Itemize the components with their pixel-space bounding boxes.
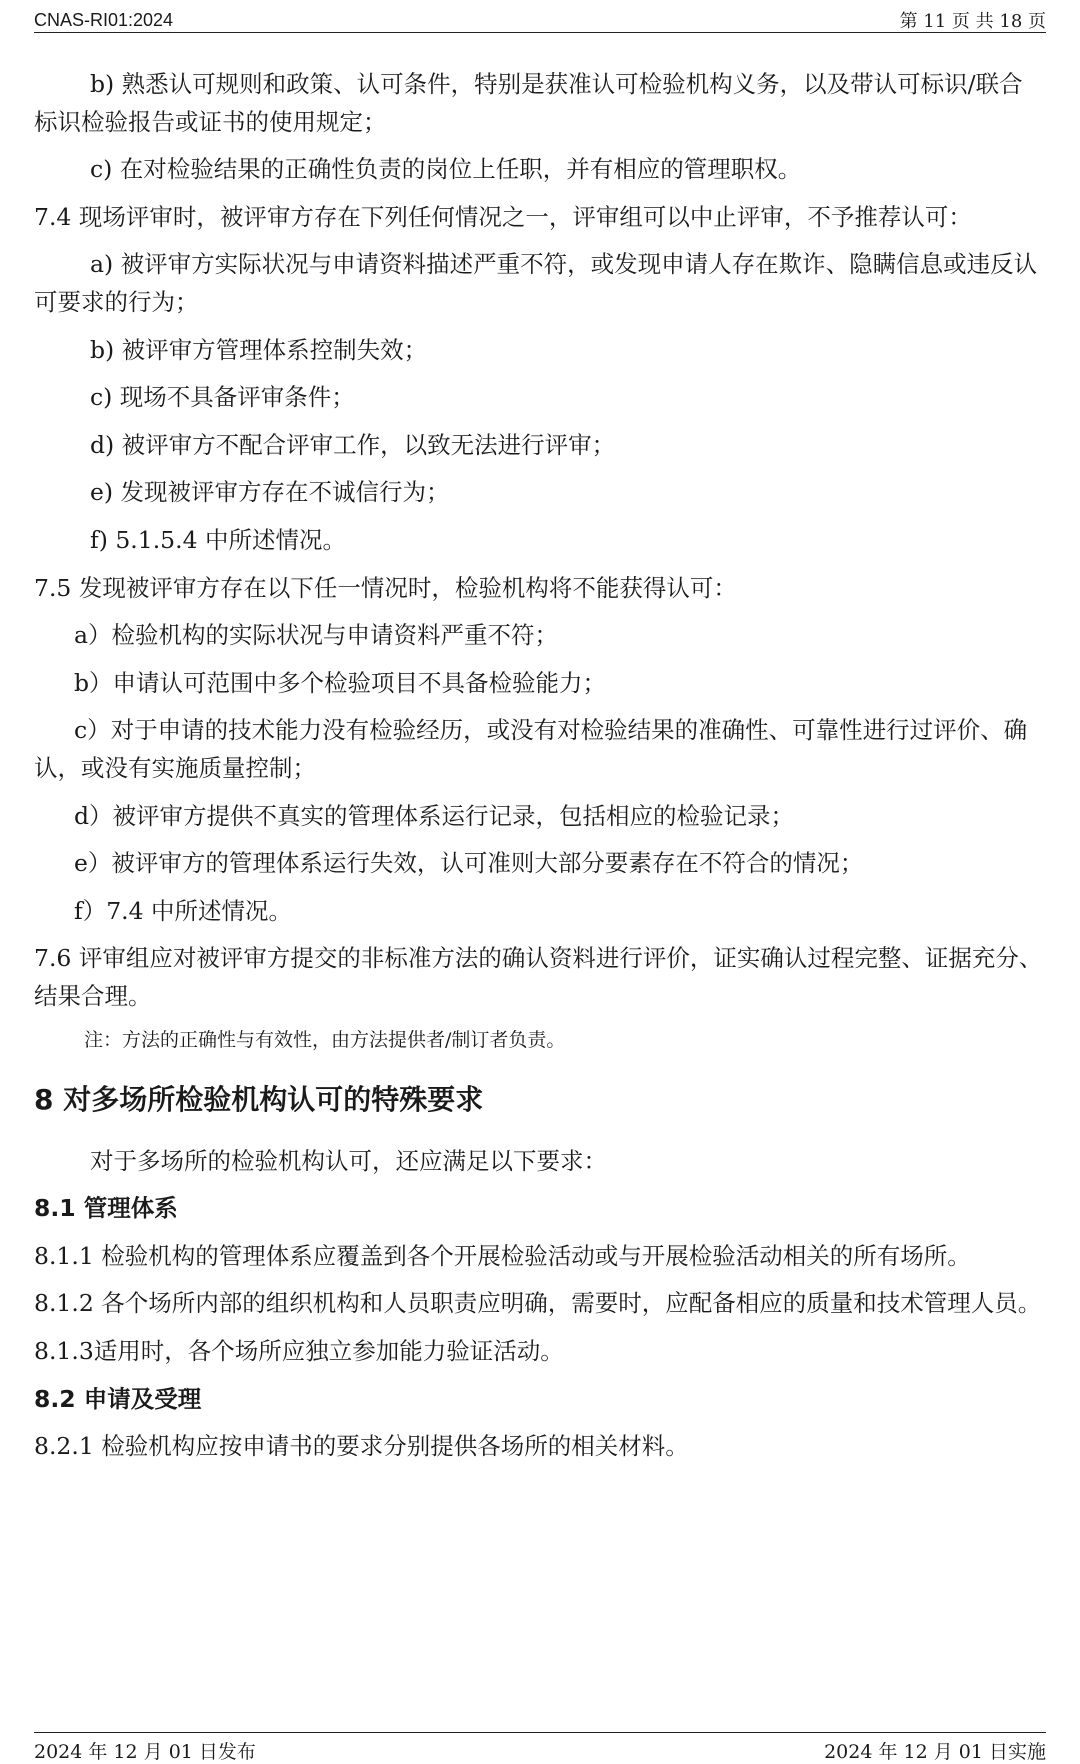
issue-date: 2024 年 12 月 01 日发布 [34, 1741, 256, 1763]
effective-date: 2024 年 12 月 01 日实施 [824, 1741, 1046, 1763]
paragraph: f) 5.1.5.4 中所述情况。 [90, 525, 347, 554]
subsection-heading: 8.1 管理体系 [34, 1194, 178, 1223]
page-number: 第 11 页 共 18 页 [899, 11, 1046, 32]
paragraph: c）对于申请的技术能力没有检验经历，或没有对检验结果的准确性、可靠性进行过评价、确认，或没有实施质量控制； [34, 716, 1028, 782]
paragraph: d) 被评审方不配合评审工作，以致无法进行评审； [90, 430, 616, 459]
paragraph: b) 熟悉认可规则和政策、认可条件，特别是获准认可检验机构义务，以及带认可标识/联合标识检验报告或证书的使用规定； [34, 70, 1023, 136]
paragraph: 对于多场所的检验机构认可，还应满足以下要求： [90, 1146, 607, 1175]
paragraph: c) 在对检验结果的正确性负责的岗位上任职，并有相应的管理职权。 [90, 155, 802, 184]
paragraph: 7.6 评审组应对被评审方提交的非标准方法的确认资料进行评价，证实确认过程完整、证据充分、结果合理。 [34, 944, 1043, 1010]
paragraph: 7.4 现场评审时，被评审方存在下列任何情况之一，评审组可以中止评审，不予推荐认可： [34, 202, 972, 231]
paragraph: b) 被评审方管理体系控制失效； [90, 335, 428, 364]
section-heading: 8 对多场所检验机构认可的特殊要求 [34, 1082, 484, 1116]
paragraph: a）检验机构的实际状况与申请资料严重不符； [74, 621, 559, 650]
page-header [34, 8, 1046, 33]
paragraph: c) 现场不具备评审条件； [90, 383, 355, 412]
subsection-heading: 8.2 申请及受理 [34, 1384, 202, 1413]
paragraph: b）申请认可范围中多个检验项目不具备检验能力； [74, 668, 607, 697]
document-body [34, 66, 1046, 1476]
document-code: CNAS-RI01:2024 [34, 9, 174, 30]
paragraph: d）被评审方提供不真实的管理体系运行记录，包括相应的检验记录； [74, 801, 795, 830]
page-footer [34, 1732, 1046, 1764]
paragraph: e）被评审方的管理体系运行失效，认可准则大部分要素存在不符合的情况； [74, 849, 864, 878]
paragraph: 8.1.1 检验机构的管理体系应覆盖到各个开展检验活动或与开展检验活动相关的所有场所。 [34, 1241, 971, 1270]
note-text: 注：方法的正确性与有效性，由方法提供者/制订者负责。 [84, 1029, 566, 1052]
paragraph: f）7.4 中所述情况。 [74, 896, 293, 925]
paragraph: a) 被评审方实际状况与申请资料描述严重不符，或发现申请人存在欺诈、隐瞒信息或违反认可要求的行为； [34, 250, 1038, 316]
paragraph: 7.5 发现被评审方存在以下任一情况时，检验机构将不能获得认可： [34, 573, 737, 602]
paragraph: 8.1.2 各个场所内部的组织机构和人员职责应明确，需要时，应配备相应的质量和技术管理人员。 [34, 1289, 1042, 1318]
paragraph: 8.1.3适用时，各个场所应独立参加能力验证活动。 [34, 1337, 564, 1366]
paragraph: e) 发现被评审方存在不诚信行为； [90, 478, 450, 507]
paragraph: 8.2.1 检验机构应按申请书的要求分别提供各场所的相关材料。 [34, 1432, 689, 1461]
